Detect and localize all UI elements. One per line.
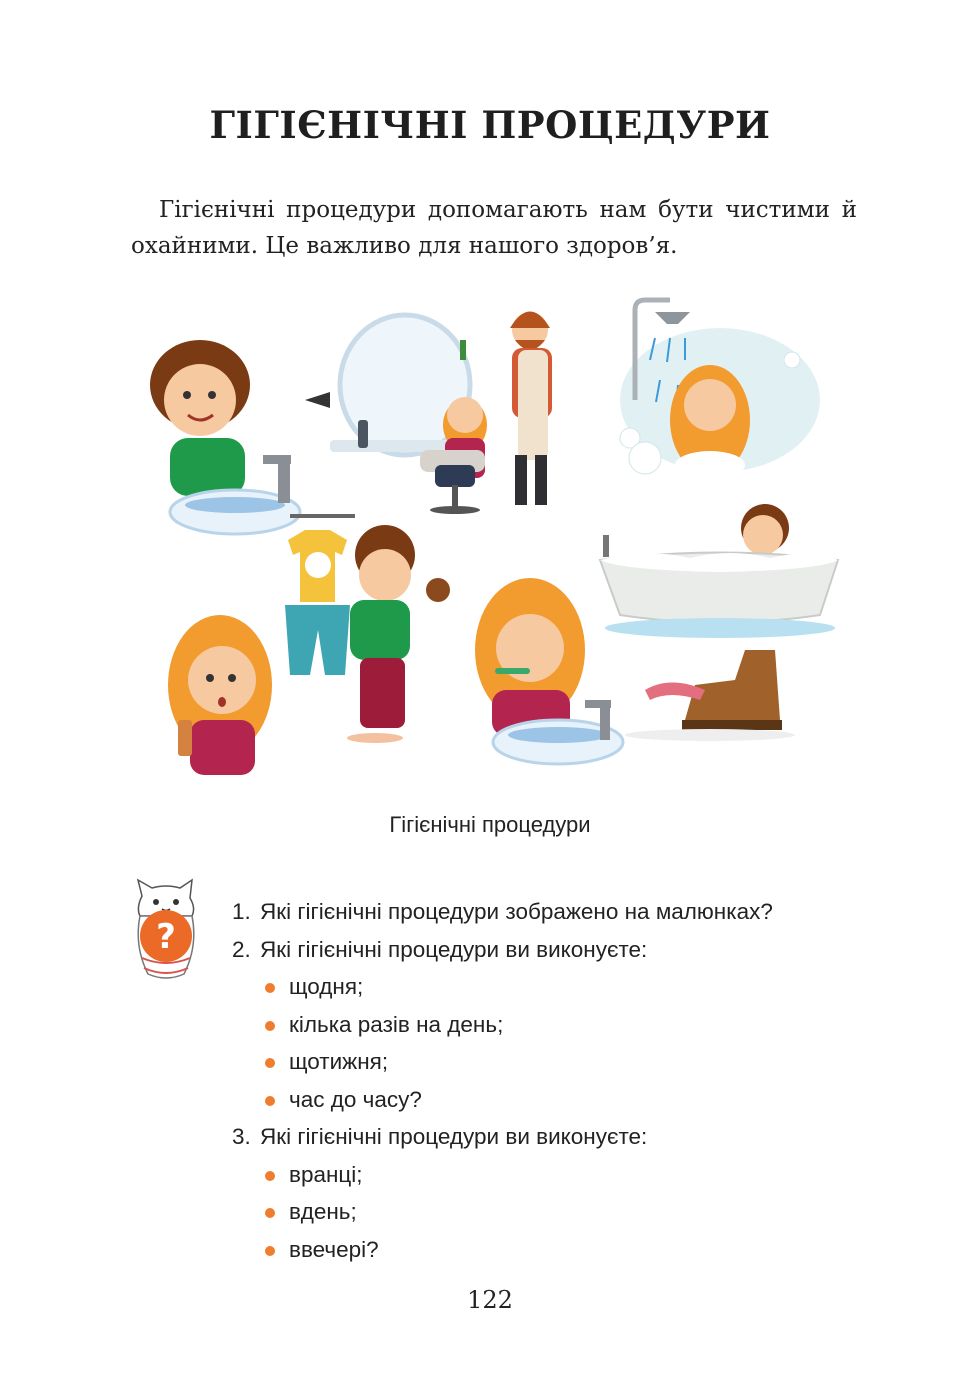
bullet-dot (265, 1246, 275, 1256)
intro-paragraph: Гігієнічні процедури допомагають нам бути чистими й охайними. Це важливо для нашого здоров’я. (131, 197, 857, 259)
hairdresser-scene (305, 312, 552, 515)
girl-shower-scene (620, 300, 820, 479)
girl-toothbrush-scene (475, 578, 623, 764)
bullet-item: вранці; (232, 1156, 872, 1194)
bullet-dot (265, 1058, 275, 1068)
hygiene-illustration (130, 290, 850, 790)
bullet-item: кілька разів на день; (232, 1006, 872, 1044)
cat-question-icon (128, 876, 204, 982)
clothes-scene (285, 516, 355, 675)
girl-combing-scene (168, 615, 272, 775)
question-text: Які гігієнічні процедури зображено на малюнках? (260, 899, 773, 924)
bullet-dot (265, 1096, 275, 1106)
boy-washing-face-scene (150, 340, 300, 534)
boy-combing-scene (347, 525, 450, 743)
bullet-dot (265, 983, 275, 993)
page-title: ГІГІЄНІЧНІ ПРОЦЕДУРИ (209, 103, 771, 147)
page-number: 122 (467, 1286, 513, 1314)
bullet-dot (265, 1208, 275, 1218)
bullet-item: ввечері? (232, 1231, 872, 1269)
question-item: 2. Які гігієнічні процедури ви виконуєте: (232, 936, 648, 962)
bullet-dot (265, 1171, 275, 1181)
question-item: 1. Які гігієнічні процедури зображено на малюнках? (232, 899, 773, 924)
bullet-item: час до часу? (232, 1081, 872, 1119)
bullet-item: щодня; (232, 968, 872, 1006)
question-text: Які гігієнічні процедури ви виконуєте: (260, 1124, 648, 1149)
shoe-cleaning-scene (625, 650, 795, 741)
bullet-item: вдень; (232, 1193, 872, 1231)
question-item: 3. Які гігієнічні процедури ви виконуєте: (232, 1124, 648, 1149)
svg-text:?: ? (156, 917, 176, 957)
question-text: Які гігієнічні процедури ви виконуєте: (260, 936, 648, 962)
figure-caption: Гігієнічні процедури (389, 812, 591, 837)
questions-list (232, 893, 872, 1268)
bullet-dot (265, 1021, 275, 1031)
bullet-item: щотижня; (232, 1043, 872, 1081)
boy-bath-scene (600, 504, 838, 638)
